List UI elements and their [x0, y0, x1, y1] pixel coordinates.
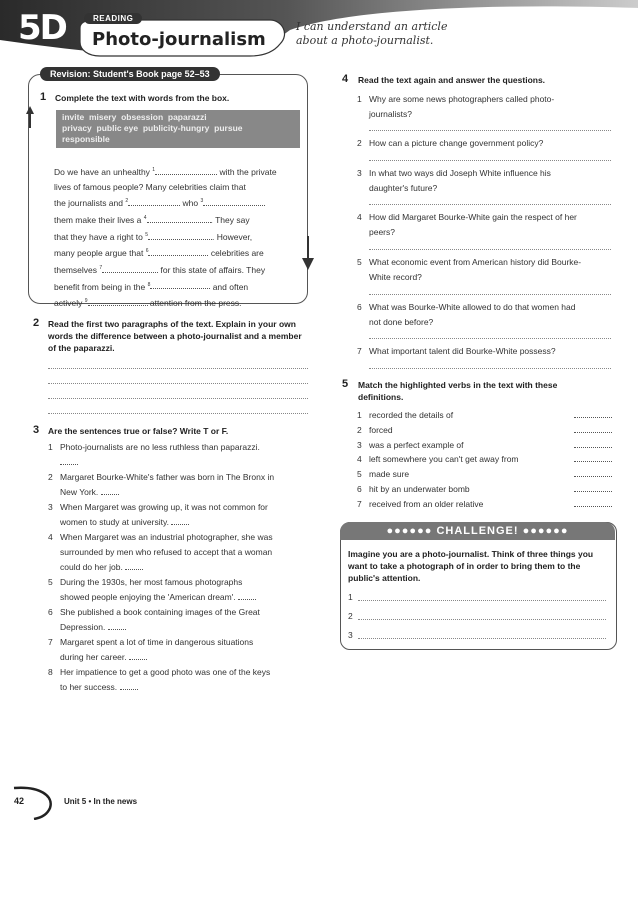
challenge-number: 2 [348, 611, 353, 621]
gap-blank[interactable] [203, 205, 265, 206]
tf-statement: 1 Photo-journalists are no less ruthless than paparazzi. [48, 440, 310, 470]
answer-line[interactable] [369, 160, 611, 161]
answer-line[interactable] [369, 338, 611, 339]
answer-line[interactable] [48, 383, 308, 384]
answer-blank[interactable] [574, 461, 612, 462]
gap-blank[interactable] [155, 174, 217, 175]
question-item: 3 In what two ways did Joseph White influence his daughter's future? [357, 168, 551, 193]
word-box-item: privacy [62, 123, 92, 133]
footer-unit-label: Unit 5 • In the news [64, 797, 138, 806]
word-box-item: paparazzi [167, 112, 207, 122]
exercise-2-number: 2 [33, 317, 40, 329]
section-badge: READING [84, 13, 142, 24]
word-box [56, 110, 300, 148]
word-box-item: invite [62, 112, 85, 122]
answer-blank[interactable] [120, 689, 138, 690]
arrow-up-icon [26, 106, 34, 128]
answer-line[interactable] [48, 368, 308, 369]
challenge-instruction: Imagine you are a photo-journalist. Think of three things you want to take a photograph of in order to bring them to the public's attention. [348, 549, 594, 583]
question-item: 7 What important talent did Bourke-White possess? [357, 346, 556, 356]
question-item: 4 How did Margaret Bourke-White gain the respect of her peers? [357, 212, 577, 237]
answer-blank[interactable] [171, 524, 189, 525]
answer-line[interactable] [369, 294, 611, 295]
revision-tab: Revision: Student's Book page 52–53 [40, 67, 220, 81]
tf-statement: 3 When Margaret was growing up, it was not common for women to study at university. [48, 502, 268, 527]
answer-line[interactable] [358, 600, 606, 601]
answer-line[interactable] [358, 619, 606, 620]
tf-statement: 7 Margaret spent a lot of time in dangerous situations during her career. [48, 637, 254, 662]
answer-blank[interactable] [238, 599, 256, 600]
gap-blank[interactable] [148, 255, 208, 256]
gap-blank[interactable] [150, 288, 210, 289]
exercise-3-instruction: Are the sentences true or false? Write T or F. [48, 426, 229, 436]
answer-blank[interactable] [125, 569, 143, 570]
word-box-item: misery [88, 112, 117, 122]
page-number: 42 [14, 796, 25, 806]
learning-objective: I can understand an article about a photo-journalist. [296, 20, 448, 47]
word-box-item: publicity-hungry [142, 123, 210, 133]
exercise-5-number: 5 [342, 378, 349, 390]
answer-blank[interactable] [101, 494, 119, 495]
word-box-item: public eye [96, 123, 139, 133]
tf-statement: 4 When Margaret was an industrial photographer, she was surrounded by men who refused to accept that a woman could do her job. [48, 532, 273, 572]
page-title: Photo-journalism [92, 29, 266, 50]
question-item: 1 Why are some news photographers called photo- journalists? [357, 94, 555, 119]
answer-blank[interactable] [574, 417, 612, 418]
unit-code: 5D [18, 8, 66, 48]
tf-statement: 5 During the 1930s, her most famous photographs showed people enjoying the 'American dream'. [48, 575, 310, 605]
word-box-item: pursue [214, 123, 243, 133]
tf-statement: 2 Margaret Bourke-White's father was born in The Bronx in New York. [48, 472, 275, 497]
answer-line[interactable] [48, 398, 308, 399]
arrow-down-icon [302, 236, 314, 270]
answer-blank[interactable] [574, 447, 612, 448]
answer-line[interactable] [48, 413, 308, 414]
challenge-banner [340, 522, 615, 540]
answer-blank[interactable] [574, 476, 612, 477]
challenge-box [340, 522, 617, 650]
answer-blank[interactable] [574, 432, 612, 433]
answer-blank[interactable] [574, 491, 612, 492]
gap-fill-text: Do we have an unhealthy $^1$ with the private lives of famous people? Many celebrities claim that the journalists and $^2$ who $^3$ them make their lives a $^4$ . They say that they have a right to $^5$ . However, many people argue that $^6$ celebrities are themselves $^7$ for this state of affairs. They benefit from being in the $^8$ and often actively $^9$ attention from the press. [54, 166, 277, 308]
gap-blank[interactable] [128, 205, 180, 206]
word-box-item: obsession [121, 112, 164, 122]
answer-blank[interactable] [574, 506, 612, 507]
tf-statement: 6 She published a book containing images of the Great Depression. [48, 607, 260, 632]
answer-blank[interactable] [108, 629, 126, 630]
exercise-5-instruction: Match the highlighted verbs in the text with these definitions. [358, 380, 558, 402]
dots-decoration-icon: ●●●●●● [522, 525, 569, 537]
gap-blank[interactable] [148, 239, 212, 240]
gap-blank[interactable] [88, 305, 148, 306]
gap-blank[interactable] [147, 222, 211, 223]
answer-line[interactable] [358, 638, 606, 639]
answer-line[interactable] [369, 204, 611, 205]
exercise-2-instruction: Read the first two paragraphs of the text. Explain in your own words the difference between a photo-journalist and a member of the paparazzi. [48, 319, 302, 353]
answer-blank[interactable] [60, 464, 78, 465]
question-item: 6 What was Bourke-White allowed to do that women had not done before? [357, 302, 576, 327]
word-box-item: responsible [62, 134, 110, 144]
dots-decoration-icon: ●●●●●● [386, 525, 433, 537]
exercise-3-number: 3 [33, 424, 40, 436]
definition-list: 1 recorded the details of 2 forced 3 was a perfect example of 4 left somewhere you can't get away from 5 made sure 6 hit by an underwater bomb 7 received from an older relative [357, 408, 612, 512]
answer-line[interactable] [369, 249, 611, 250]
exercise-4-number: 4 [342, 73, 349, 85]
exercise-1-instruction: Complete the text with words from the box. [55, 93, 230, 103]
question-item: 2 How can a picture change government policy? [357, 138, 544, 148]
question-item: 5 What economic event from American history did Bourke- White record? [357, 257, 582, 282]
exercise-4-instruction: Read the text again and answer the questions. [358, 75, 546, 85]
challenge-number: 3 [348, 630, 353, 640]
gap-blank[interactable] [102, 272, 158, 273]
answer-line[interactable] [369, 368, 611, 369]
challenge-number: 1 [348, 592, 353, 602]
answer-blank[interactable] [129, 659, 147, 660]
challenge-title: CHALLENGE! [436, 525, 519, 537]
tf-statement: 8 Her impatience to get a good photo was one of the keys to her success. [48, 667, 271, 692]
answer-line[interactable] [369, 130, 611, 131]
exercise-1-number: 1 [40, 91, 47, 103]
